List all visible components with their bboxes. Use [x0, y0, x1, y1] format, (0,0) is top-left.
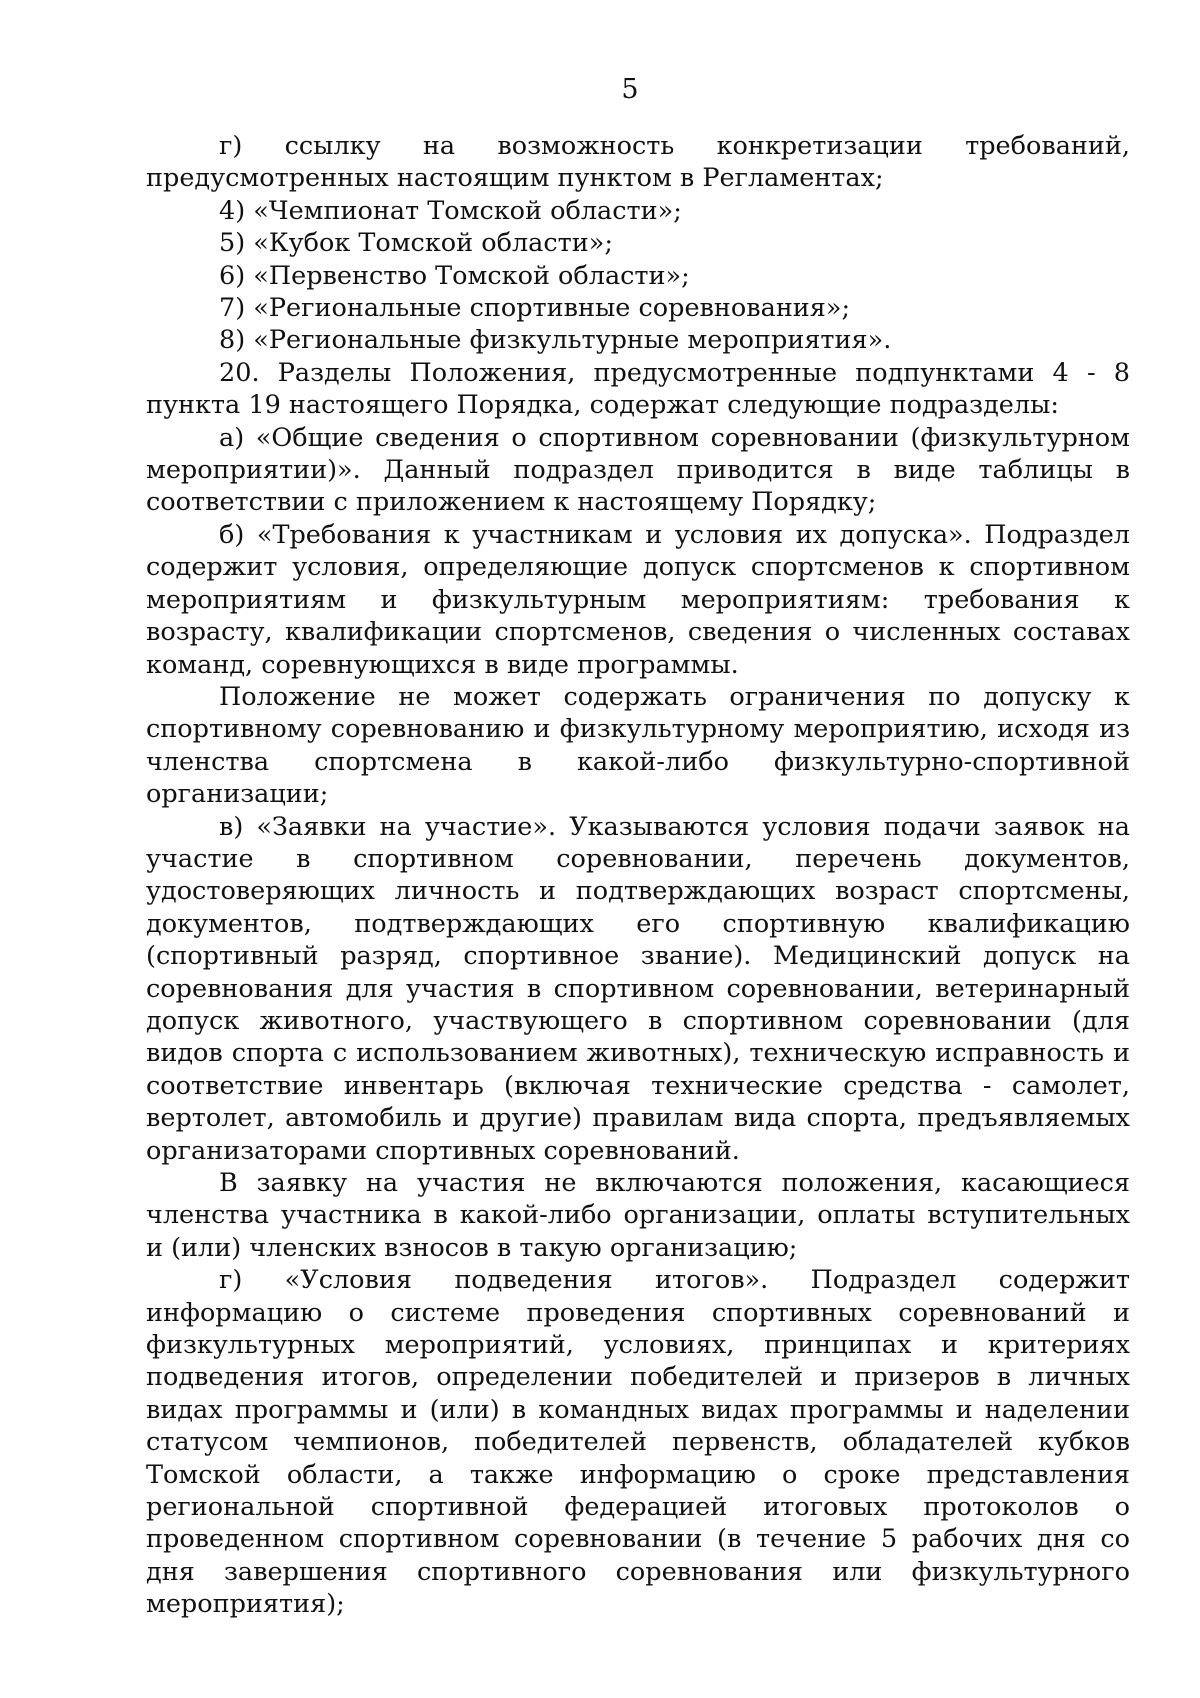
paragraph: В заявку на участия не включаются положения, касающиеся членства участника в какой-либо организации, оплаты вступительных и (или) членских взносов в такую организацию; [146, 1168, 1130, 1263]
list-item: 6) «Первенство Томской области»; [219, 260, 690, 291]
paragraph: г) «Условия подведения итогов». Подраздел содержит информацию о системе проведения спортивных соревнований и физкультурных мероприятий, условиях, принципах и критериях подведения итогов, определении победителей и призеров в личных видах программы и (или) в командных видах программы и наделении статусом чемпионов, победителей первенств, обладателей кубков Томской области, а также информацию о сроке представления региональной спортивной федерацией итоговых протоколов о проведенном спортивном соревновании (в течение 5 рабочих дня со дня завершения спортивного соревнования или физкультурного мероприятия); [146, 1265, 1130, 1620]
list-item: 8) «Региональные физкультурные мероприятия». [219, 325, 892, 356]
document-body [146, 130, 1130, 1621]
paragraph: 20. Разделы Положения, предусмотренные подпунктами 4 - 8 пункта 19 настоящего Порядка, содержат следующие подразделы: [146, 357, 1130, 421]
list-item: 4) «Чемпионат Томской области»; [219, 195, 682, 226]
list-item: 7) «Региональные спортивные соревнования»; [219, 293, 851, 324]
paragraph: в) «Заявки на участие». Указываются условия подачи заявок на участие в спортивном соревновании, перечень документов, удостоверяющих личность и подтверждающих возраст спортсмены, документов, подтверждающих его спортивную квалификацию (спортивный разряд, спортивное звание). Медицинский допуск на соревнования для участия в спортивном соревновании, ветеринарный допуск животного, участвующего в спортивном соревновании (для видов спорта с использованием животных), техническую исправность и соответствие инвентарь (включая технические средства - самолет, вертолет, автомобиль и другие) правилам вида спорта, предъявляемых организаторами спортивных соревнований. [146, 811, 1130, 1166]
paragraph: а) «Общие сведения о спортивном соревновании (физкультурном мероприятии)». Данный подраздел приводится в виде таблицы в соответствии с приложением к настоящему Порядку; [146, 422, 1130, 518]
paragraph: б) «Требования к участникам и условия их допуска». Подраздел содержит условия, определяющие допуск спортсменов к спортивном мероприятиям и физкультурным мероприятиям: требования к возрасту, квалификации спортсменов, сведения о численных составах команд, соревнующихся в виде программы. [146, 519, 1130, 680]
page-number: 5 [621, 74, 639, 105]
paragraph: г) ссылку на возможность конкретизации требований, предусмотренных настоящим пунктом в Регламентах; [146, 131, 1130, 194]
paragraph: Положение не может содержать ограничения по допуску к спортивному соревнованию и физкультурному мероприятию, исходя из членства спортсмена в какой-либо физкультурно-спортивной организации; [146, 681, 1130, 810]
list-item: 5) «Кубок Томской области»; [219, 228, 613, 259]
